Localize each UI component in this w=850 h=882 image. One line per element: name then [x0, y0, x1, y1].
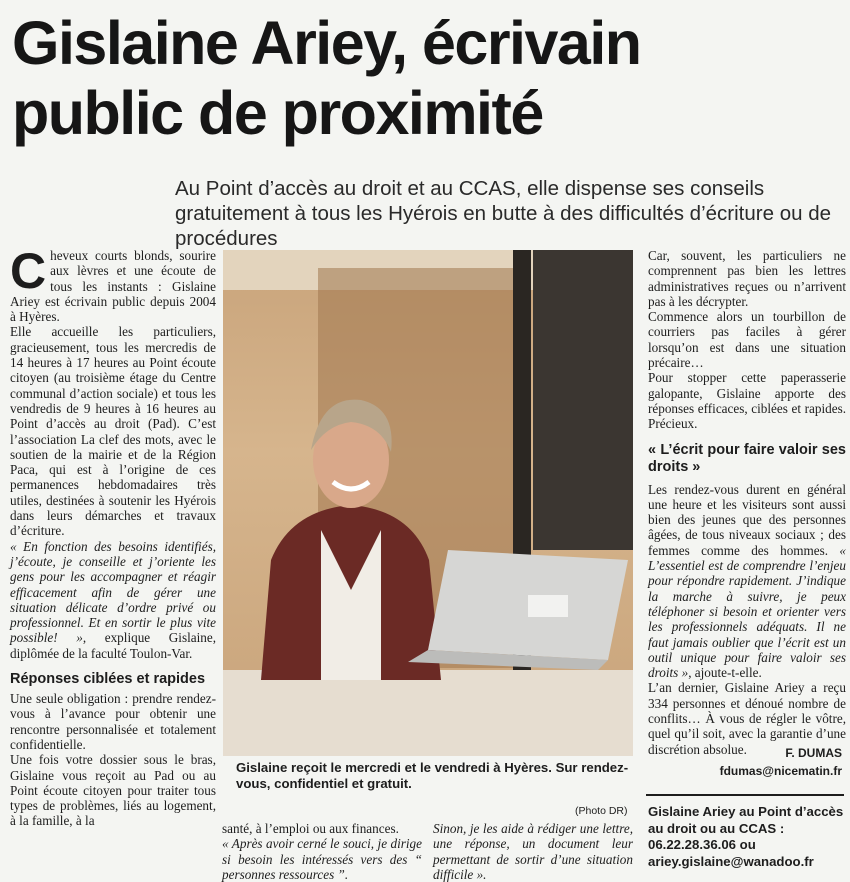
- photo-laptop: [408, 550, 628, 670]
- paragraph-dossier: Une fois votre dossier sous le bras, Gislaine vous reçoit au Pad ou au Point écoute citoyen pour traiter tous types de problèmes, liés au logement, à la famille, à la: [10, 752, 216, 829]
- paragraph-paperasserie: Pour stopper cette paperasserie galopante, Gislaine apporte des réponses efficaces, ciblées et rapides. Précieux.: [648, 370, 846, 432]
- paragraph-schedule: Elle accueille les particuliers, gracieusement, tous les mercredis de 14 heures à 17 heures au Point écoute citoyen (au troisième étage du Centre communal d’action sociale) et tous les vendredis de 9 heures à 16 heures au Point d’accès au droit (Pad). C’est l’association La clef des mots, avec le soutien de la mairie et de la Région Paca, qui est à l’origine de ces permanences hebdomadaires très utiles, destinées à soutenir les Hyérois dans leurs démarches et travaux d’écriture.: [10, 324, 216, 539]
- photo-desk: [223, 670, 633, 756]
- essentiel-attribution: , ajoute-t-elle.: [688, 665, 762, 681]
- paragraph-an-dernier: L’an dernier, Gislaine Ariey a reçu 334 personnes et dénoué nombre de conflits… À vous de régler le vôtre, quel qu’il soit, avec la garantie d’une discrétion absolue.: [648, 680, 846, 757]
- headline-line-2: public de proximité: [12, 79, 543, 147]
- subhead-reponses: Réponses ciblées et rapides: [10, 671, 206, 688]
- quote-attribution: , explique Gislaine, diplômée de la faculté Toulon-Var.: [10, 630, 216, 661]
- paragraph-quote: [10, 539, 216, 661]
- column-3: [433, 821, 633, 882]
- contact-box-rule: [646, 794, 844, 796]
- photo-credit: (Photo DR): [575, 805, 628, 817]
- photo-dark-panel: [533, 250, 633, 550]
- paragraph-intro: [10, 243, 216, 325]
- quote-text: « En fonction des besoins identifiés, j’écoute, je conseille et j’oriente les gens pour les accompagner et réagir efficacement afin de gérer une situation délicate d’ordre privé ou professionnel. Et en sortir le plus vite possible! »: [10, 538, 216, 646]
- paragraph-sante: santé, à l’emploi ou aux finances.: [222, 821, 399, 836]
- intro-text: heveux courts blonds, sourire aux lèvres et une écoute de tous les instants : Gislaine Ariey est écrivain public depuis 2004 à Hyères.: [10, 248, 216, 325]
- essentiel-quote: « L’essentiel est de comprendre l’enjeu pour répondre rapidement. J’indique la marche à suivre, je peux téléphoner si besoin et orienter vers les professionnels adéquats. Il ne faut jamais oublier que l’écrit est un outil unique pour faire valoir ses droits »: [648, 542, 847, 681]
- column-2: [222, 821, 422, 882]
- author-byline: F. DUMAS: [785, 746, 842, 760]
- contact-intro: Gislaine Ariey au Point d’accès au droit ou au CCAS :: [648, 804, 844, 836]
- paragraph-tourbillon: Commence alors un tourbillon de courriers pas faciles à gérer lorsqu’on est dans une situation précaire…: [648, 309, 846, 371]
- rendez-vous-text: Les rendez-vous durent en général une heure et les visiteurs sont aussi bien des jeunes que des personnes âgées, de tous niveaux sociaux ; des femmes comme des hommes.: [648, 481, 846, 558]
- paragraph-lettres: Car, souvent, les particuliers ne comprennent pas bien les lettres administratives reçues ou n’arrivent pas à les décrypter.: [648, 248, 846, 309]
- photo-caption: Gislaine reçoit le mercredi et le vendredi à Hyères. Sur rendez-vous, confidentiel et gratuit.: [236, 760, 629, 791]
- column-4: [648, 248, 846, 757]
- standfirst: Au Point d’accès au droit et au CCAS, elle dispense ses conseils gratuitement à tous les Hyérois en butte à des difficultés d’écriture ou de procédures: [175, 177, 831, 250]
- headline-line-1: Gislaine Ariey, écrivain: [12, 9, 641, 77]
- subhead-ecrit: « L’écrit pour faire valoir ses droits »: [648, 441, 846, 475]
- contact-email: ariey.gislaine@wanadoo.fr: [648, 853, 814, 869]
- headline: [12, 8, 842, 148]
- paragraph-letter-quote: Sinon, je les aide à rédiger une lettre, une réponse, un document leur permettant de sortir d’une situation difficile ».: [433, 821, 633, 882]
- author-email: fdumas@nicematin.fr: [719, 764, 842, 778]
- paragraph-resources-quote: « Après avoir cerné le souci, je dirige si besoin les intéressés vers des “ personnes ressources ”.: [222, 836, 422, 882]
- drop-cap: C: [10, 243, 47, 299]
- article-photo: [223, 250, 633, 756]
- contact-box: [648, 804, 848, 870]
- contact-phone: 06.22.28.36.06 ou: [648, 837, 756, 852]
- column-1: [10, 243, 216, 829]
- paragraph-obligation: Une seule obligation : prendre rendez-vous à l’avance pour obtenir une rencontre personnalisée et totalement confidentielle.: [10, 691, 216, 752]
- paragraph-rendez-vous: [648, 482, 846, 681]
